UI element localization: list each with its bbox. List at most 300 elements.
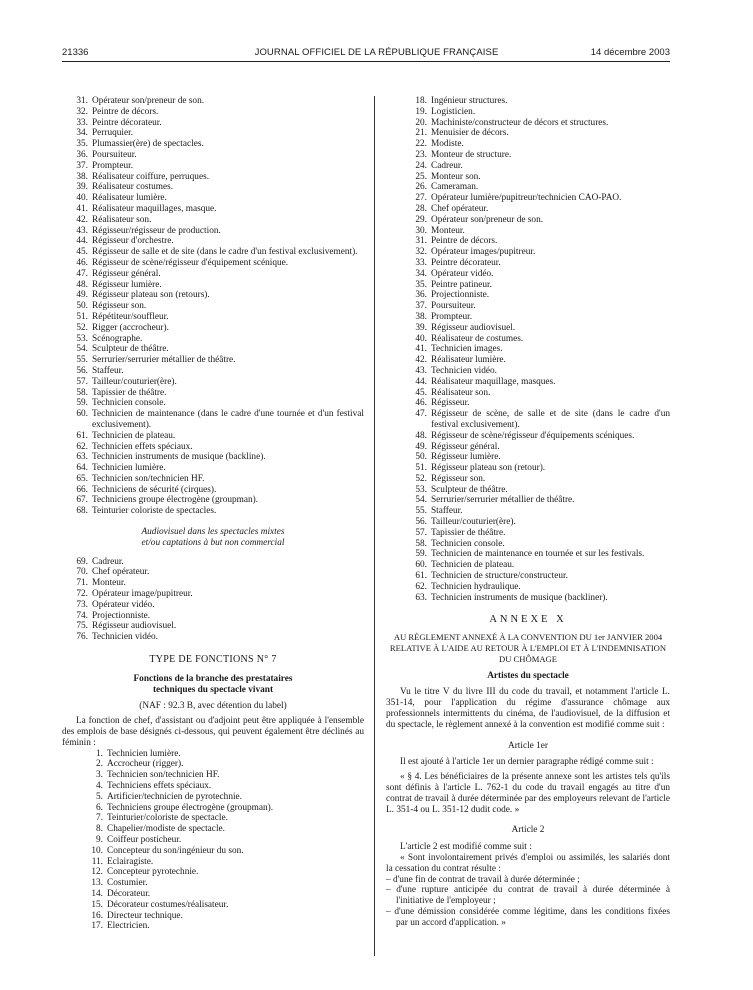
item-text: Monteur. [431, 225, 465, 236]
item-number: 10. [91, 845, 103, 856]
list-item [386, 409, 670, 431]
item-number: 61. [415, 571, 427, 582]
item-text: Technicien images. [431, 344, 503, 355]
item-text: Staffeur. [431, 506, 463, 517]
item-number: 55. [415, 506, 427, 517]
item-number: 47. [76, 268, 88, 279]
item-number: 25. [415, 171, 427, 182]
list-item [386, 193, 670, 204]
subheading: Audiovisuel dans les spectacles mixtes et/ou captations à but non commercial [141, 527, 285, 548]
item-number: 31. [415, 236, 427, 247]
column-divider [374, 96, 375, 956]
item-text: Logisticien. [431, 106, 476, 117]
list-item [386, 517, 670, 528]
item-text: Régisseur son. [92, 301, 147, 312]
item-number: 23. [415, 149, 427, 160]
item-number: 1. [96, 748, 103, 759]
list-item [386, 442, 670, 453]
list-item [386, 204, 670, 215]
journal-title: JOURNAL OFFICIEL DE LA RÉPUBLIQUE FRANÇAISE [254, 47, 499, 58]
item-number: 63. [415, 592, 427, 603]
item-number: 51. [76, 311, 88, 322]
item-number: 60. [76, 409, 88, 420]
item-text: Régisseur de scène, de salle et de site (dans le cadre d'un festival exclusivement). [431, 409, 670, 430]
item-text: Technicien hydraulique. [431, 581, 521, 592]
job-list [62, 96, 364, 517]
list-item [62, 182, 364, 193]
item-text: Ingénieur structures. [431, 96, 508, 106]
list-item [62, 506, 364, 517]
list-item [62, 911, 364, 922]
list-item [62, 204, 364, 215]
item-number: 26. [415, 182, 427, 193]
list-item [62, 600, 364, 611]
item-text: Réalisateur coiffure, perruques. [92, 171, 210, 182]
list-item [386, 269, 670, 280]
item-text: Machiniste/constructeur de décors et structures. [431, 117, 609, 128]
item-text: Opérateur lumière/pupitreur/technicien CAO-PAO. [431, 193, 622, 204]
item-text: Accrocheur (rigger). [107, 759, 184, 770]
item-number: 20. [415, 117, 427, 128]
list-item [62, 377, 364, 388]
intro-paragraph: La fonction de chef, d'assistant ou d'adjoint peut être appliquée à l'ensemble des emplois de base désignés ci-dessous, qui peuvent également être déclinés au féminin : [62, 716, 364, 748]
item-number: 33. [415, 257, 427, 268]
item-text: Modiste. [431, 139, 464, 150]
item-number: 53. [415, 484, 427, 495]
item-number: 35. [415, 279, 427, 290]
item-text: Peintre patineur. [431, 279, 492, 290]
item-text: Techniciens groupe électrogène (groupman). [107, 802, 274, 813]
item-number: 36. [415, 290, 427, 301]
item-number: 48. [415, 430, 427, 441]
item-text: Chef opérateur. [92, 567, 150, 578]
item-number: 37. [76, 160, 88, 171]
item-text: Opérateur vidéo. [92, 599, 155, 610]
list-item [386, 560, 670, 571]
item-text: Prompteur. [431, 311, 473, 322]
item-number: 15. [91, 899, 103, 910]
annexe-title: ANNEXE X [489, 614, 567, 626]
list-item [386, 334, 670, 345]
artists-heading: Artistes du spectacle [487, 670, 569, 681]
naf-code: (NAF : 92.3 B, avec détention du label) [139, 701, 287, 712]
item-text: Régisseur d'orchestre. [92, 236, 174, 247]
list-item [62, 867, 364, 878]
item-text: Chapelier/modiste de spectacle. [107, 824, 225, 835]
left-column [62, 96, 364, 932]
item-number: 49. [76, 290, 88, 301]
list-item [62, 139, 364, 150]
item-text: Régisseur de salle et de site (dans le cadre d'un festival exclusivement). [92, 247, 358, 258]
item-text: Technicien effets spéciaux. [92, 441, 193, 452]
list-item [62, 301, 364, 312]
item-number: 67. [76, 495, 88, 506]
list-item [62, 96, 364, 107]
item-text: Régisseur plateau son (retour). [431, 463, 546, 474]
list-item [62, 161, 364, 172]
item-text: Techniciens effets spéciaux. [107, 781, 212, 792]
item-number: 76. [76, 632, 88, 643]
item-number: 55. [76, 355, 88, 366]
item-text: Scénographe. [92, 333, 143, 344]
item-number: 52. [415, 473, 427, 484]
item-number: 53. [76, 333, 88, 344]
item-number: 51. [415, 463, 427, 474]
item-text: Perruquier. [92, 128, 134, 139]
item-number: 54. [415, 495, 427, 506]
list-item [62, 589, 364, 600]
list-item [62, 792, 364, 803]
article-1-quote: « § 4. Les bénéficiaires de la présente annexe sont les artistes tels qu'ils sont définis à l'article L. 762-1 du code du travail engagés au titre d'un contrat de travail à durée déterminée par des employeurs relevant de l'article L. 351-4 ou L. 351-12 dudit code. » [386, 772, 670, 815]
item-text: Menuisier de décors. [431, 128, 509, 139]
item-text: Techniciens de sécurité (cirques). [92, 484, 217, 495]
item-number: 13. [91, 878, 103, 889]
item-text: Technicien instruments de musique (backliner). [431, 592, 608, 603]
item-text: Opérateur vidéo. [431, 268, 494, 279]
list-item [62, 759, 364, 770]
list-item [386, 452, 670, 463]
item-text: Régisseur de scène/régisseur d'équipement scénique. [92, 257, 289, 268]
item-number: 21. [415, 128, 427, 139]
item-number: 16. [91, 910, 103, 921]
item-text: Régisseur audiovisuel. [431, 322, 516, 333]
list-item [62, 878, 364, 889]
item-text: Opérateur son/preneur de son. [431, 214, 544, 225]
list-item [62, 128, 364, 139]
item-number: 66. [76, 484, 88, 495]
item-text: Opérateur images/pupitreur. [431, 247, 536, 258]
item-text: Poursuiteur. [431, 301, 476, 312]
list-item [386, 107, 670, 118]
list-item [386, 323, 670, 334]
item-text: Régisseur audiovisuel. [92, 621, 177, 632]
job-list-continued [386, 96, 670, 603]
item-text: Directeur technique. [107, 910, 183, 921]
item-number: 71. [76, 578, 88, 589]
item-number: 33. [76, 117, 88, 128]
list-item [62, 193, 364, 204]
list-item [62, 770, 364, 781]
item-text: Teinturier/coloriste de spectacle. [107, 813, 228, 824]
list-item [62, 921, 364, 932]
item-number: 18. [415, 96, 427, 106]
item-text: Technicien vidéo. [431, 365, 497, 376]
item-text: Sculpteur de théâtre. [431, 484, 508, 495]
item-number: 39. [76, 182, 88, 193]
item-text: Réalisateur maquillage, masques. [431, 376, 556, 387]
list-item [386, 388, 670, 399]
list-item [386, 247, 670, 258]
item-number: 58. [76, 387, 88, 398]
list-item [386, 355, 670, 366]
item-number: 56. [76, 365, 88, 376]
item-text: Technicien de structure/constructeur. [431, 571, 568, 582]
page-header [0, 47, 753, 61]
item-number: 44. [76, 236, 88, 247]
item-text: Technicien de maintenance en tournée et sur les festivals. [431, 549, 645, 560]
list-item [386, 139, 670, 150]
item-text: Régisseur plateau son (retours). [92, 290, 210, 301]
item-number: 43. [76, 225, 88, 236]
item-text: Tailleur/couturier(ère). [92, 376, 177, 387]
item-text: Concepteur pyrotechnie. [107, 867, 199, 878]
item-number: 48. [76, 279, 88, 290]
item-number: 34. [415, 268, 427, 279]
item-text: Réalisateur lumière. [92, 193, 167, 204]
list-item [386, 593, 670, 604]
item-text: Teinturier coloriste de spectacles. [92, 506, 217, 517]
item-text: Peintre décorateur. [431, 257, 501, 268]
list-item [386, 312, 670, 323]
item-number: 29. [415, 214, 427, 225]
item-text: Réalisateur son. [431, 387, 491, 398]
list-item [62, 857, 364, 868]
item-number: 74. [76, 610, 88, 621]
item-text: Tapissier de théâtre. [92, 387, 167, 398]
header-rule [62, 61, 670, 62]
list-item [386, 474, 670, 485]
list-item [62, 495, 364, 506]
list-item [62, 107, 364, 118]
item-text: Projectionniste. [431, 290, 490, 301]
item-text: Rigger (accrocheur). [92, 322, 169, 333]
item-text: Technicien instruments de musique (backline). [92, 452, 266, 463]
item-text: Cameraman. [431, 182, 479, 193]
list-item [386, 377, 670, 388]
list-item [386, 539, 670, 550]
list-item [386, 128, 670, 139]
list-item [386, 571, 670, 582]
type-title: TYPE DE FONCTIONS N° 7 [149, 654, 277, 666]
list-item [62, 172, 364, 183]
item-number: 54. [76, 344, 88, 355]
item-number: 46. [76, 257, 88, 268]
list-item [62, 835, 364, 846]
item-text: Peintre décorateur. [92, 117, 162, 128]
item-text: Technicien de plateau. [92, 430, 176, 441]
item-number: 56. [415, 517, 427, 528]
item-text: Réalisateur son. [92, 214, 152, 225]
list-item [386, 344, 670, 355]
list-item [62, 803, 364, 814]
list-item [386, 582, 670, 593]
list-item [62, 398, 364, 409]
item-text: Staffeur. [92, 365, 124, 376]
list-item [62, 150, 364, 161]
item-number: 2. [96, 759, 103, 770]
item-text: Monteur son. [431, 171, 481, 182]
item-number: 43. [415, 365, 427, 376]
list-item [62, 290, 364, 301]
article-2-quote: « Sont involontairement privés d'emploi ou assimilés, les salariés dont la cessation du contrat résulte : [386, 853, 670, 874]
list-item [62, 557, 364, 568]
list-item [386, 215, 670, 226]
list-item [386, 236, 670, 247]
list-item [62, 118, 364, 129]
item-number: 63. [76, 452, 88, 463]
item-number: 73. [76, 599, 88, 610]
item-number: 31. [76, 96, 88, 106]
item-number: 6. [96, 802, 103, 813]
item-text: Tailleur/couturier(ère). [431, 517, 516, 528]
item-number: 40. [76, 193, 88, 204]
base-job-list [62, 749, 364, 933]
item-number: 14. [91, 888, 103, 899]
list-item [386, 495, 670, 506]
item-number: 72. [76, 589, 88, 600]
article-1-heading: Article 1er [507, 740, 548, 751]
article-2-item: – d'une démission considérée comme légitime, dans les conditions fixées par un accord d'application. » [386, 906, 670, 928]
item-text: Tapissier de théâtre. [431, 527, 506, 538]
item-number: 60. [415, 560, 427, 571]
item-number: 8. [96, 824, 103, 835]
article-2-item: – d'une rupture anticipée du contrat de travail à durée déterminée à l'initiative de l'employeur ; [386, 885, 670, 907]
item-text: Projectionniste. [92, 610, 151, 621]
list-item [62, 247, 364, 258]
item-text: Technicien de plateau. [431, 560, 515, 571]
item-number: 41. [76, 203, 88, 214]
item-number: 65. [76, 473, 88, 484]
item-text: Technicien son/technicien HF. [92, 473, 205, 484]
item-number: 68. [76, 506, 88, 517]
item-text: Cadreur. [92, 556, 124, 567]
item-number: 30. [415, 225, 427, 236]
list-item [62, 442, 364, 453]
item-number: 39. [415, 322, 427, 333]
article-1-paragraph: Il est ajouté à l'article 1er un dernier paragraphe rédigé comme suit : [400, 757, 654, 768]
item-number: 41. [415, 344, 427, 355]
item-number: 27. [415, 193, 427, 204]
item-number: 75. [76, 621, 88, 632]
list-item [386, 431, 670, 442]
vu-paragraph: Vu le titre V du livre III du code du travail, et notamment l'article L. 351-14, pour l'application du régime d'assurance chômage aux professionnels intermittents du cinéma, de l'audiovisuel, de la diffusion et du spectacle, le règlement annexé à la convention est modifié comme suit : [386, 687, 670, 730]
item-text: Concepteur du son/ingénieur du son. [107, 845, 244, 856]
item-text: Technicien vidéo. [92, 632, 158, 643]
list-item [62, 463, 364, 474]
item-number: 62. [76, 441, 88, 452]
item-number: 57. [76, 376, 88, 387]
item-number: 7. [96, 813, 103, 824]
list-item [62, 452, 364, 463]
item-number: 17. [91, 921, 103, 932]
list-item [62, 334, 364, 345]
item-number: 22. [415, 139, 427, 150]
list-item [62, 366, 364, 377]
list-item [386, 118, 670, 129]
list-item [62, 813, 364, 824]
list-item [386, 182, 670, 193]
item-number: 32. [415, 247, 427, 258]
list-item [62, 269, 364, 280]
list-item [62, 578, 364, 589]
item-number: 42. [415, 355, 427, 366]
item-number: 50. [415, 452, 427, 463]
item-text: Technicien de maintenance (dans le cadre d'une tournée et d'un festival exclusivement). [92, 409, 364, 430]
article-2-item: – d'une fin de contrat de travail à durée déterminée ; [386, 874, 580, 885]
item-text: Chef opérateur. [431, 203, 489, 214]
item-number: 61. [76, 430, 88, 441]
item-text: Coiffeur posticheur. [107, 835, 182, 845]
item-text: Technicien console. [92, 398, 166, 409]
item-number: 46. [415, 398, 427, 409]
list-item [386, 161, 670, 172]
item-text: Serrurier/serrurier métallier de théâtre. [92, 355, 236, 366]
item-text: Technicien lumière. [92, 463, 166, 474]
item-number: 69. [76, 556, 88, 567]
item-number: 12. [91, 867, 103, 878]
item-text: Réalisateur de costumes. [431, 333, 524, 344]
item-text: Monteur. [92, 578, 126, 589]
item-text: Réalisateur maquillages, masque. [92, 203, 217, 214]
item-text: Sculpteur de théâtre. [92, 344, 169, 355]
item-number: 45. [76, 247, 88, 258]
list-item [62, 781, 364, 792]
list-item [62, 236, 364, 247]
item-text: Régisseur lumière. [431, 452, 501, 463]
item-text: Monteur de structure. [431, 149, 512, 160]
list-item [386, 463, 670, 474]
item-text: Plumassier(ère) de spectacles. [92, 139, 204, 150]
annexe-subtitle: AU RÈGLEMENT ANNEXÉ À LA CONVENTION DU 1er JANVIER 2004 RELATIVE À L'AIDE AU RETOUR À L'EMPLOI ET À L'INDEMNISATION DU CHÔMAGE [389, 632, 667, 664]
item-number: 34. [76, 128, 88, 139]
item-text: Opérateur son/preneur de son. [92, 96, 205, 106]
list-item [62, 824, 364, 835]
item-number: 36. [76, 149, 88, 160]
item-text: Réalisateur costumes. [92, 182, 174, 193]
list-item [386, 506, 670, 517]
list-item [62, 889, 364, 900]
list-item [62, 900, 364, 911]
article-2-paragraph: L'article 2 est modifié comme suit : [400, 842, 532, 853]
list-item [386, 366, 670, 377]
list-item [62, 749, 364, 760]
list-item [62, 485, 364, 496]
list-item [62, 258, 364, 269]
list-item [62, 215, 364, 226]
item-text: Régisseur son. [431, 473, 486, 484]
item-number: 5. [96, 791, 103, 802]
item-text: Artificier/technicien de pyrotechnie. [107, 791, 243, 802]
item-text: Peintre de décors. [92, 106, 159, 117]
list-item [386, 528, 670, 539]
list-item [386, 226, 670, 237]
item-text: Régisseur de scène/régisseur d'équipements scéniques. [431, 430, 635, 441]
list-item [386, 96, 670, 107]
list-item [386, 290, 670, 301]
list-item [386, 258, 670, 269]
item-text: Régisseur lumière. [92, 279, 162, 290]
item-number: 37. [415, 301, 427, 312]
list-item [62, 431, 364, 442]
list-item [62, 474, 364, 485]
item-number: 9. [96, 835, 103, 845]
list-item [62, 409, 364, 431]
list-item [386, 301, 670, 312]
item-number: 28. [415, 203, 427, 214]
item-number: 58. [415, 538, 427, 549]
item-number: 44. [415, 376, 427, 387]
item-number: 64. [76, 463, 88, 474]
list-item [62, 846, 364, 857]
list-item [386, 280, 670, 291]
list-item [386, 150, 670, 161]
right-column [386, 96, 670, 929]
item-text: Décorateur costumes/réalisateur. [107, 899, 229, 910]
item-number: 42. [76, 214, 88, 225]
item-text: Opérateur image/pupitreur. [92, 589, 193, 600]
item-text: Régisseur général. [431, 441, 500, 452]
audiovisual-job-list [62, 557, 364, 643]
